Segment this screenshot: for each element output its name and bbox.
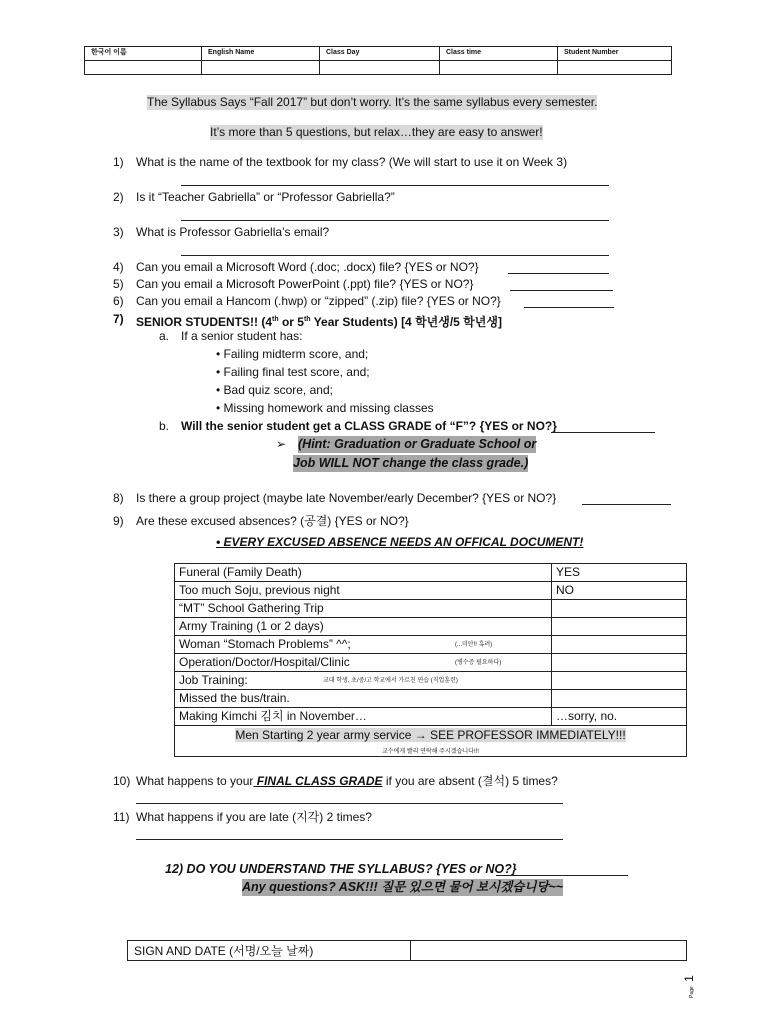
absence-answer[interactable] xyxy=(552,654,687,672)
english-name-header: English Name xyxy=(202,47,320,61)
q12-answer-line[interactable] xyxy=(496,864,628,876)
q6-text: Can you email a Hancom (.hwp) or “zipped” (.zip) file? {YES or NO?} xyxy=(136,294,501,308)
absence-item-text: Army Training (1 or 2 days) xyxy=(179,619,324,633)
q1-number: 1) xyxy=(113,155,124,169)
absence-item xyxy=(175,582,552,600)
page-label: Page xyxy=(689,986,695,998)
absence-item xyxy=(175,690,552,708)
q10-answer-line[interactable] xyxy=(136,792,563,804)
q7b-label: b. xyxy=(159,419,170,433)
sign-label: SIGN AND DATE (서명/오늘 날짜) xyxy=(128,941,411,961)
absence-row xyxy=(175,690,687,708)
absence-answer[interactable] xyxy=(552,600,687,618)
q7-bullet-1: • Failing midterm score, and; xyxy=(216,347,369,361)
korean-name-header: 한국어 이름 xyxy=(85,47,202,61)
army-service-row xyxy=(175,726,687,757)
q8-answer-line[interactable] xyxy=(582,493,671,505)
q3-text: What is Professor Gabriella’s email? xyxy=(136,225,330,239)
q12-text: 12) DO YOU UNDERSTAND THE SYLLABUS? {YES or NO?} xyxy=(165,862,517,876)
student-number-field[interactable] xyxy=(558,61,672,75)
q7-heading-korean: [4 학년생/5 학년생] xyxy=(401,315,502,329)
absence-answer[interactable]: NO xyxy=(552,582,687,600)
army-service-text: Men Starting 2 year army service → SEE PROFESSOR IMMEDIATELY!!! xyxy=(235,728,626,742)
page-number: 1 xyxy=(682,975,696,982)
absence-item xyxy=(175,654,552,672)
q10-emphasis: FINAL CLASS GRADE xyxy=(253,774,383,788)
q7-bullet-2-text: Failing final test score, and; xyxy=(223,365,370,379)
excused-absence-table xyxy=(174,563,687,757)
q7-sup-1: th xyxy=(272,316,279,323)
absence-item-note: 교대 학생, 초/중/고 학교에서 가르친 연습 (직업훈련) xyxy=(323,678,458,684)
q10-text xyxy=(136,774,558,789)
q7-sup-2: th xyxy=(303,316,311,323)
absence-answer[interactable] xyxy=(552,690,687,708)
q7-bullet-3-text: Bad quiz score, and; xyxy=(223,383,333,397)
q3-answer-line[interactable] xyxy=(181,244,609,256)
absence-item-text: Job Training: xyxy=(179,673,248,687)
intro-line-2: It’s more than 5 questions, but relax…they are easy to answer! xyxy=(210,125,543,139)
q5-text: Can you email a Microsoft PowerPoint (.ppt) file? {YES or NO?} xyxy=(136,277,474,291)
q7-heading-part-c: Year Students) xyxy=(310,315,402,329)
absence-row xyxy=(175,582,687,600)
absence-answer[interactable]: YES xyxy=(552,564,687,582)
q5-number: 5) xyxy=(113,277,124,291)
sign-field[interactable] xyxy=(411,941,687,961)
q9-bullet: • EVERY EXCUSED ABSENCE NEEDS AN OFFICAL DOCUMENT! xyxy=(216,535,584,549)
q10-number: 10) xyxy=(113,774,131,788)
q2-text: Is it “Teacher Gabriella” or “Professor Gabriella?” xyxy=(136,190,395,204)
hint-line-2: Job WILL NOT change the class grade.) xyxy=(293,456,529,470)
absence-item-text: Operation/Doctor/Hospital/Clinic xyxy=(179,655,350,669)
q7-bullet-2: • Failing final test score, and; xyxy=(216,365,370,379)
absence-item-text: Making Kimchi 김치 in November… xyxy=(179,709,367,723)
absence-row xyxy=(175,618,687,636)
absence-item-text: Funeral (Family Death) xyxy=(179,565,302,579)
absence-row xyxy=(175,708,687,726)
page-footer xyxy=(680,968,710,998)
absence-item xyxy=(175,618,552,636)
absence-answer[interactable]: …sorry, no. xyxy=(552,708,687,726)
absence-row xyxy=(175,636,687,654)
q4-answer-line[interactable] xyxy=(508,262,609,274)
student-info-header-row xyxy=(85,47,672,61)
class-time-field[interactable] xyxy=(440,61,558,75)
hint-line-1: (Hint: Graduation or Graduate School or xyxy=(298,437,537,451)
absence-item xyxy=(175,636,552,654)
absence-item-note: (병수증 필요하다) xyxy=(455,660,502,666)
army-service-cell xyxy=(175,726,687,757)
hint-arrow-icon: ➢ xyxy=(276,437,287,451)
intro-line-1: The Syllabus Says “Fall 2017” but don’t worry. It’s the same syllabus every semester. xyxy=(147,95,598,109)
q2-answer-line[interactable] xyxy=(181,209,609,221)
absence-row xyxy=(175,564,687,582)
absence-row xyxy=(175,654,687,672)
absence-item xyxy=(175,708,552,726)
q5-answer-line[interactable] xyxy=(510,279,613,291)
q10-text-a: What happens to your xyxy=(136,774,254,788)
q7-heading-part-b: or 5 xyxy=(278,315,304,329)
sign-and-date-table xyxy=(127,940,687,961)
absence-answer[interactable] xyxy=(552,672,687,690)
q8-number: 8) xyxy=(113,491,124,505)
english-name-field[interactable] xyxy=(202,61,320,75)
q7-heading-part-a: SENIOR STUDENTS!! (4 xyxy=(136,315,273,329)
absence-row xyxy=(175,600,687,618)
sign-row xyxy=(128,941,687,961)
q7a-label: a. xyxy=(159,329,170,343)
q11-number: 11) xyxy=(113,810,130,824)
q7-heading xyxy=(136,312,502,330)
q7-bullet-4-text: Missing homework and missing classes xyxy=(223,401,434,415)
q6-answer-line[interactable] xyxy=(524,296,614,308)
q7-number: 7) xyxy=(113,312,124,326)
class-day-header: Class Day xyxy=(320,47,440,61)
absence-item-text: Missed the bus/train. xyxy=(179,691,290,705)
absence-row xyxy=(175,672,687,690)
student-info-entry-row xyxy=(85,61,672,75)
q7b-text: Will the senior student get a CLASS GRADE of “F”? {YES or NO?} xyxy=(181,419,557,433)
q4-text: Can you email a Microsoft Word (.doc; .docx) file? {YES or NO?} xyxy=(136,260,479,274)
absence-answer[interactable] xyxy=(552,636,687,654)
absence-item xyxy=(175,600,552,618)
absence-item-text: “MT” School Gathering Trip xyxy=(179,601,324,615)
q7-bullet-4: • Missing homework and missing classes xyxy=(216,401,434,415)
q1-text: What is the name of the textbook for my class? (We will start to use it on Week 3) xyxy=(136,155,568,169)
class-day-field[interactable] xyxy=(320,61,440,75)
absence-item-note: (...미안!! 혹려) xyxy=(455,642,493,648)
q9-number: 9) xyxy=(113,514,124,528)
absence-answer[interactable] xyxy=(552,618,687,636)
absence-item-text: Woman “Stomach Problems” ^^; xyxy=(179,637,351,651)
q8-text: Is there a group project (maybe late November/early December? {YES or NO?} xyxy=(136,491,557,505)
q4-number: 4) xyxy=(113,260,124,274)
army-service-note: 교수에게 빨리 연락해 주시겠습니다!!! xyxy=(382,749,479,755)
q9-text: Are these excused absences? (공결) {YES or NO?} xyxy=(136,514,409,528)
closing-question-line: Any questions? ASK!!! 질문 있으면 물어 보시겠습니당~~ xyxy=(242,880,564,894)
q10-text-b: if you are absent (결석) 5 times? xyxy=(382,774,558,788)
class-time-header: Class time xyxy=(440,47,558,61)
q7-bullet-1-text: Failing midterm score, and; xyxy=(223,347,369,361)
student-info-table xyxy=(84,46,672,75)
q9-bullet-text: EVERY EXCUSED ABSENCE NEEDS AN OFFICAL DOCUMENT! xyxy=(223,535,584,549)
korean-name-field[interactable] xyxy=(85,61,202,75)
absence-item xyxy=(175,672,552,690)
q11-text: What happens if you are late (지각) 2 times? xyxy=(136,810,372,824)
q7a-text: If a senior student has: xyxy=(181,329,303,343)
absence-item-text: Too much Soju, previous night xyxy=(179,583,340,597)
q1-answer-line[interactable] xyxy=(181,174,609,186)
q7-bullet-3: • Bad quiz score, and; xyxy=(216,383,333,397)
absence-item xyxy=(175,564,552,582)
q3-number: 3) xyxy=(113,225,124,239)
q6-number: 6) xyxy=(113,294,124,308)
student-number-header: Student Number xyxy=(558,47,672,61)
q11-answer-line[interactable] xyxy=(136,828,563,840)
q2-number: 2) xyxy=(113,190,124,204)
q7b-answer-line[interactable] xyxy=(551,421,655,433)
